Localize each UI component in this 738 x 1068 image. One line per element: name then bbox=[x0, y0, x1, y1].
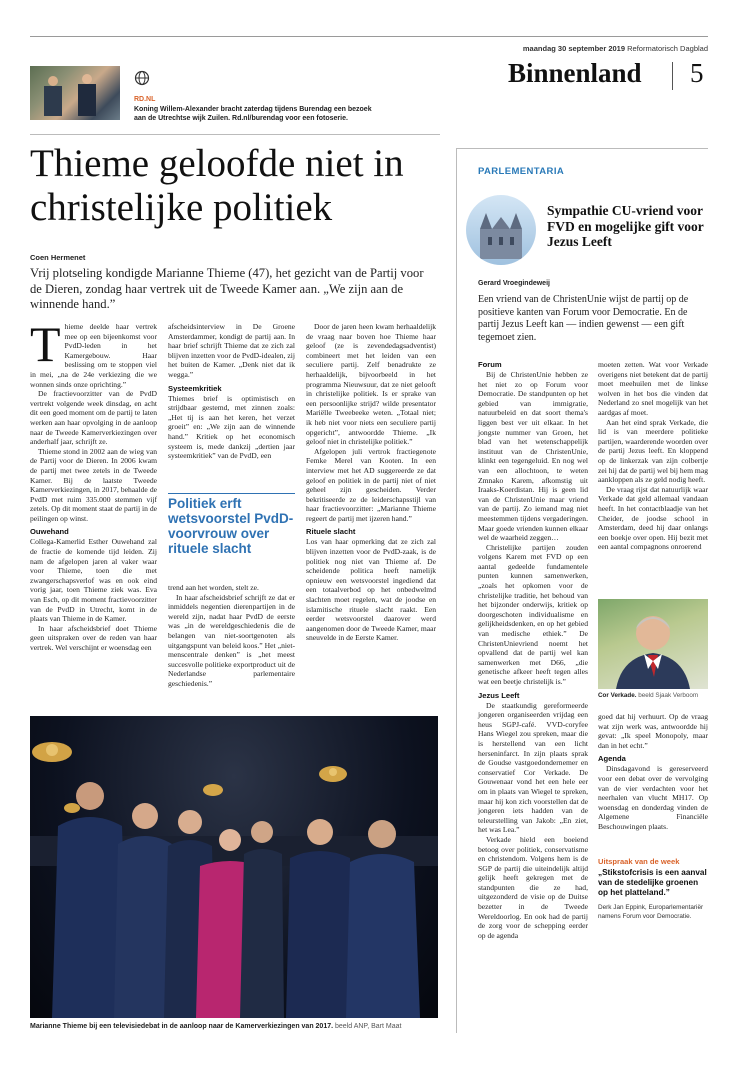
verkade-credit: beeld Sjaak Verboom bbox=[638, 692, 699, 699]
sidebar-intro: Een vriend van de ChristenUnie wijst de partij op de positieve kanten van Forum voor Democratie. En de partij Jezus Leeft kan — indien gewenst — een gift tegemoet zien. bbox=[478, 294, 689, 343]
sidebar-title: Sympathie CU-vriend voor FVD en mogelijke gift voor Jezus Leeft bbox=[547, 203, 704, 249]
paragraph: Thieme stond in 2002 aan de wieg van de Partij voor de Dieren. In 2006 kwam de partij met twee zetels in de Tweede Kamer. Bij de laatste Tweede Kamerverkiezingen, in 2017, behaalde de PvdD met ruim 335.000 stemmen vijf zetels. Op dit moment staat de partij in de peilingen op winst. bbox=[30, 446, 157, 523]
paragraph: In haar afscheidsbrief schrijft ze dat er inmiddels negentien dierenpartijen in de wereld zijn, nadat haar PvdD de eerste was „in de wereldgeschiedenis die de belangen van niet-soortgenoten als uitgangspunt van beleid koos.” Het „niet-menscentrale denken” is „het meest succesvolle politieke exportproduct uit de Nederlandse parlementaire geschiedenis.” bbox=[168, 592, 295, 688]
verkade-caption: Cor Verkade. bbox=[598, 692, 637, 699]
paragraph: hieme deelde haar vertrek mee op een bijeenkomst voor PvdD-leden in het Kamergebouw. Haar beslissing om te stoppen viel in mei, „na de 24e verkiezing die we wonnen sinds onze oprichting.” bbox=[30, 322, 157, 389]
sidebar-kicker: PARLEMENTARIA bbox=[478, 166, 565, 177]
paragraph: goed dat hij verhuurt. Op de vraag wat zijn werk was, antwoordde hij gevat: „Ik speel Monopoly, maar dan in het echt.” bbox=[598, 712, 708, 750]
paragraph: Christelijke partijen zouden volgens Karem met FVD op een aantal gedeelde fundamentele punten kunnen samenwerken, „zoals het opkomen voor de christelijke traditie, het behoud van het bijzonder onderwijs, kritiek op doorgeschoten individualisme en gelijkheidsdenken, en op het gebied van medische ethiek.” De ChristenUnievriend noemt het opvallend dat de partij wel kan samenwerken met D66, „die genetische afkeer heeft tegen alles wat een beetje christelijk is.” bbox=[478, 542, 588, 686]
section-title: Binnenland bbox=[508, 58, 642, 88]
masthead-date-line bbox=[523, 44, 708, 53]
verkade-caption-line bbox=[598, 692, 710, 699]
paragraph: Dinsdagavond is gereserveerd voor een debat over de vervolging van de vier verdachten voor het neerhalen van vlucht MH17. Op woensdag en donderdag vinden de Algemene Financiële Beschouwingen plaats. bbox=[598, 764, 708, 831]
lede: Vrij plotseling kondigde Marianne Thieme (47), het gezicht van de Partij voor de Dieren, zondag haar vertrek uit de Tweede Kamer aan. „We zijn aan de winnende hand.” bbox=[30, 266, 424, 311]
paragraph: De vraag rijst dat natuurlijk waar Verkade dat geld allemaal vandaan heeft. In het contactblaadje van het Cheider, de joodse school in Amsterdam, deed hij daar onlangs een boekje over open. Hij bezit met een aantal compagnons onroerend bbox=[598, 484, 708, 552]
subheading: Agenda bbox=[598, 754, 626, 764]
page-number: 5 bbox=[690, 58, 704, 88]
subheading: Systeemkritiek bbox=[168, 383, 222, 393]
pullquote: Politiek erft wetsvoorstel PvdD-voorvrouw over rituele slacht bbox=[168, 496, 294, 556]
paragraph: De staatkundig gereformeerde jongeren organiseerden vrijdag een heus SGPJ-café. VVD-coryfee Hans Wiegel zou spreken, maar die is herstellend van een licht herseninfarct. In zijn plaats sprak de Goudse vastgoedondernemer en conservatief Cor Verkade. De Gouwenaar vond het een hele eer om in plaats van Wiegel te spreken, maar hij kon zich voorstellen dat de jongeren iets hadden van de teleurstelling van Jakob: „En ziet, het was Lea.” bbox=[478, 700, 588, 835]
article-column-2 bbox=[168, 322, 295, 461]
globe-icon bbox=[134, 70, 150, 86]
paragraph: De fractievoorzitter van de PvdD vertrekt volgende week dinsdag, en acht dit een goed moment om de partij te laten werken aan haar opvolging in de aanloop naar de Tweede Kamerverkiezingen over anderhalf jaar, schrijft ze. bbox=[30, 389, 157, 447]
verkade-photo bbox=[598, 599, 708, 689]
quote-heading: Uitspraak van de week bbox=[598, 857, 680, 866]
paragraph: Bij de ChristenUnie hebben ze het niet zo op Forum voor Democratie. De standpunten op het gebied van immigratie, natuurbeleid en dat soort thema's liggen best ver uit elkaar. In het jongste nummer van Groen, het blad van het wetenschappelijk instituut van de ChristenUnie, klinkt een tegengeluid. En nog wel van een allochtoon, te weten Zmnako Karem, afkomstig uit Iraaks-Koerdistan. Hij is geen lid van de ChristenUnie maar vriend van de partij. Zo iemand mag niet meestemmen tijdens vergaderingen. Maar goede vrienden kunnen elkaar wel de waarheid zeggen… bbox=[478, 370, 588, 543]
pullquote-rule bbox=[168, 493, 295, 494]
paragraph: moeten zetten. Wat voor Verkade overigens niet betekent dat de partij moet meehuilen met de linkse wolven in het bos die vinden dat Nederland zo snel mogelijk van het aardgas af moet. bbox=[598, 360, 708, 417]
paragraph: Thiemes brief is optimistisch en strijdbaar gestemd, met zinnen zoals: „Het tij is aan het keren, het verzet groeit” en: „We zijn aan de winnende hand.” Kritiek op het economisch systeem is, mede dankzij „dertien jaar systeemkritiek” van de PvdD, een bbox=[168, 393, 295, 461]
paragraph: Aan het eind sprak Verkade, die lid is van meerdere politieke partijen, waarderende woorden over de partij Jezus leeft. En kloppend op de linkerzak van zijn colbertje zei hij dat de partij wel bij hem mag aankloppen als ze geld nodig heeft. bbox=[598, 417, 708, 485]
masthead-divider bbox=[672, 62, 673, 90]
teaser-photo[interactable] bbox=[30, 66, 120, 120]
headline-line-1: Thieme geloofde niet in bbox=[30, 142, 404, 185]
paragraph: In haar afscheidsbrief doet Thieme geen uitspraken over de reden van haar vertrek. Wel verschijnt er woensdag een bbox=[30, 623, 157, 652]
article-column-2-cont bbox=[168, 583, 295, 689]
headline-line-2: christelijke politiek bbox=[30, 186, 333, 229]
article-column-1 bbox=[30, 316, 157, 653]
byline: Coen Hermenet bbox=[30, 253, 86, 262]
subheading: Rituele slacht bbox=[306, 527, 356, 537]
subheading: Ouwehand bbox=[30, 527, 69, 537]
paragraph: Verkade hield een boeiend betoog over politiek, conservatisme en christendom. Volgens hem is de SGP de partij die uiteindelijk altijd gelijk heeft gekregen met de standpunten die ze had, uitgezonderd de visie op de Duitse bezetter in de Tweede Wereldoorlog. En ook had de partij de zorg voor de schepping eerder op de agenda bbox=[478, 834, 588, 940]
debate-photo[interactable] bbox=[30, 716, 438, 1018]
sidebar-byline: Gerard Vroegindeweij bbox=[478, 280, 550, 287]
paragraph: afscheidsinterview in De Groene Amsterdammer, kondigt de partij aan. In haar brief schrijft Thieme dat ze zich zal blijven inzetten voor de PvdD-idealen, zij het buiten de Kamer. „Denk niet dat ik wegga.” bbox=[168, 322, 295, 379]
paragraph: Collega-Kamerlid Esther Ouwehand zal de fractie de komende tijd leiden. Zij nam de afgelopen jaren al vaker waar voor Thieme, toen die met zwangerschapsverlof was en ook eind vorig jaar, toen Thieme ziek was. Eva van Esch, op dit moment fractievoorzitter van de PvdD in Utrecht, komt in de plaats van Thieme in de Kamer. bbox=[30, 537, 157, 624]
headline bbox=[30, 142, 404, 230]
paragraph: Afgelopen juli vertrok fractiegenote Femke Merel van Kooten. In een interview met het AD suggereerde ze dat geloof en politiek in de partij niet of niet geheel zijn gescheiden. Verder bekritiseerde ze de leiderschapsstijl van haar fractievoorzitter: „Marianne Thieme regeert de partij met ijzeren hand.” bbox=[306, 446, 436, 523]
masthead-date: maandag 30 september 2019 bbox=[522, 44, 626, 53]
masthead-paper: Reformatorisch Dagblad bbox=[627, 44, 708, 53]
sidebar-column-1 bbox=[478, 360, 588, 940]
subheading: Forum bbox=[478, 360, 502, 369]
subheading: Jezus Leeft bbox=[478, 690, 520, 700]
paragraph: trend aan het worden, stelt ze. bbox=[168, 583, 259, 592]
binnenhof-photo bbox=[466, 195, 536, 265]
photo-credit: beeld ANP, Bart Maat bbox=[335, 1023, 402, 1030]
paragraph: Los van haar opmerking dat ze zich zal blijven inzetten voor de PvdD-zaak, is de politiek nog niet van Thieme af. De scheidende politica heeft namelijk opnieuw een wetsvoorstel ingediend dat een totaalverbod op het onbedwelmd slachten moet regelen, wat de joodse en islamitische rituele slacht raakt. Een eerder wetsvoorstel daarover werd aangenomen door de Tweede Kamer, maar sneuvelde in de Eerste Kamer. bbox=[306, 537, 436, 643]
teaser-source[interactable]: RD.NL bbox=[134, 96, 156, 103]
sidebar-column-2-cont bbox=[598, 712, 708, 832]
dropcap: T bbox=[30, 316, 61, 372]
photo-caption-line bbox=[30, 1023, 440, 1030]
teaser-caption[interactable]: Koning Willem-Alexander bracht zaterdag tijdens Burendag een bezoek aan de Utrechtse wijk Zuilen. Rd.nl/burendag voor een fotoserie. bbox=[134, 106, 372, 122]
quote-text: „Stikstofcrisis is een aanval van de stedelijke groenen op het platteland.” bbox=[598, 868, 707, 897]
article-column-3 bbox=[306, 322, 436, 643]
quote-source: Derk Jan Eppink, Europarlementariër namens Forum voor Democratie. bbox=[598, 904, 704, 920]
paragraph: Door de jaren heen kwam herhaaldelijk de vraag naar boven hoe Thieme haar geloof (ze is zevendedagsadventist) combineert met het leiden van een seculiere partij. Zelf benadrukte ze herhaaldelijk, bijvoorbeeld in het programma Nieuwsuur, dat ze niet gelooft in christelijke politiek. Is er sprake van een persoonlijke strijd? wilde presentator Mariëlle Tweebeeke weten. „Totaal niet; ik heb niet voor niets een seculiere partij opgericht”, antwoordde Thieme. „Ik geloof niet in christelijke politiek.” bbox=[306, 322, 436, 447]
photo-caption: Marianne Thieme bij een televisiedebat in de aanloop naar de Kamerverkiezingen van 2017. bbox=[30, 1023, 334, 1030]
sidebar-column-2 bbox=[598, 360, 708, 552]
